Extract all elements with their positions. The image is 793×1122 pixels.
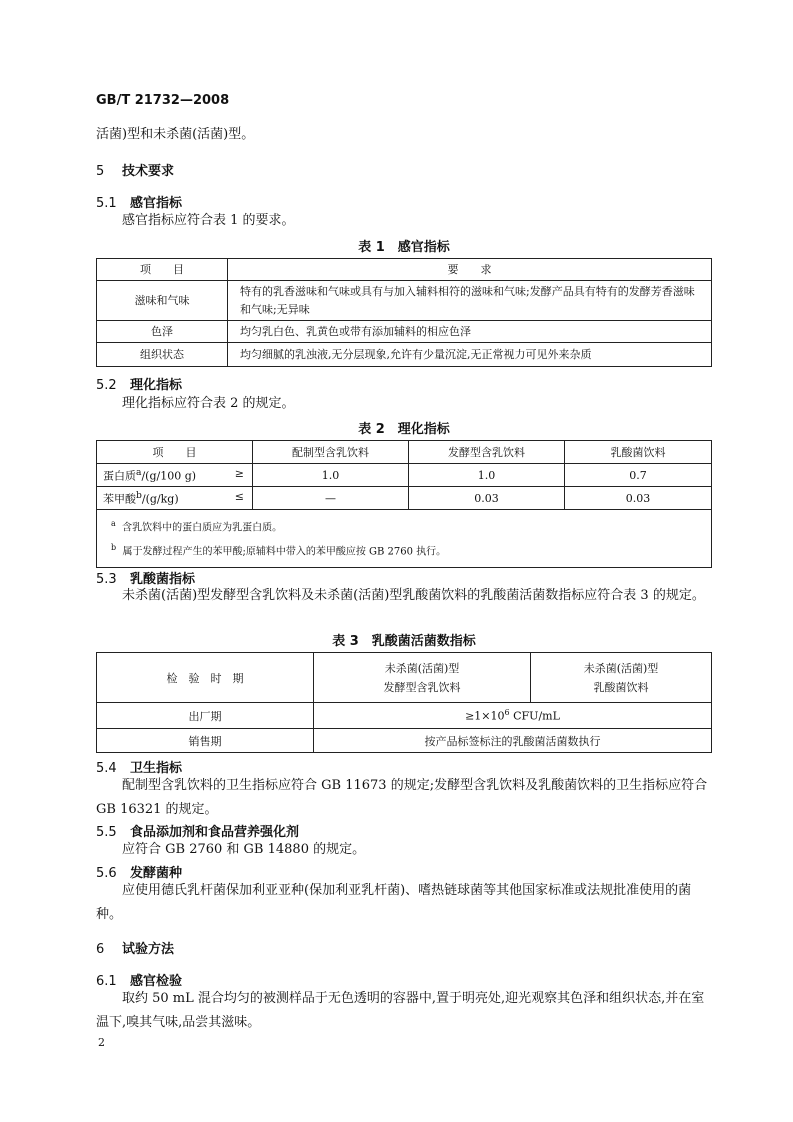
table-3 [96, 652, 712, 753]
section-title: 发酵菌种 [130, 866, 183, 881]
footnote [111, 538, 697, 562]
table-3-header-period: 检 验 时 期 [97, 653, 314, 703]
table-cell: 组织状态 [97, 343, 228, 367]
standard-number: GB/T 21732—2008 [96, 93, 230, 108]
header-line: 未杀菌(活菌)型 [384, 661, 460, 675]
table-cell: 1.0 [253, 464, 409, 487]
section-6-1-text: 取约 50 mL 混合均匀的被测样品于无色透明的容器中,置于明亮处,迎光观察其色泽和组织状态,并在室温下,嗅其气味,品尝其滋味。 [96, 991, 705, 1030]
table-row [97, 729, 712, 753]
table-row [97, 464, 712, 487]
section-number: 5.2 [96, 378, 117, 393]
section-title: 技术要求 [122, 164, 175, 179]
section-number: 5.4 [96, 761, 117, 776]
table-cell: 滋味和气味 [97, 281, 228, 321]
footnote-mark: a [111, 519, 116, 528]
table-1 [96, 258, 712, 367]
table-3-header-col1 [314, 653, 531, 703]
section-5-4-text: 配制型含乳饮料的卫生指标应符合 GB 11673 的规定;发酵型含乳饮料及乳酸菌饮料的卫生指标应符合 GB 16321 的规定。 [96, 778, 708, 817]
table-footnotes [97, 510, 712, 568]
comparison-symbol: ≤ [234, 489, 244, 503]
table-row [97, 281, 712, 321]
footnote-text: 属于发酵过程产生的苯甲酸;原辅料中带入的苯甲酸应按 GB 2760 执行。 [122, 546, 447, 558]
section-title: 食品添加剂和食品营养强化剂 [130, 825, 300, 840]
section-6-heading [96, 938, 174, 957]
table-cell: — [253, 487, 409, 510]
header-line: 未杀菌(活菌)型 [583, 661, 659, 675]
section-number: 5.1 [96, 196, 117, 211]
header-line: 发酵型含乳饮料 [383, 680, 461, 694]
table-3-header-col2 [531, 653, 712, 703]
table-cell [97, 487, 253, 510]
table-1-header-req: 要 求 [228, 259, 712, 281]
table-cell: 销售期 [97, 729, 314, 753]
section-5-2-text: 理化指标应符合表 2 的规定。 [122, 396, 295, 411]
section-5-5-text: 应符合 GB 2760 和 GB 14880 的规定。 [122, 842, 366, 857]
section-title: 乳酸菌指标 [130, 572, 196, 587]
footnote-cell [97, 510, 712, 568]
section-number: 6 [96, 942, 105, 957]
section-5-3-text: 未杀菌(活菌)型发酵型含乳饮料及未杀菌(活菌)型乳酸菌饮料的乳酸菌活菌数指标应符合表 3 的规定。 [122, 588, 705, 603]
header-line: 乳酸菌饮料 [593, 680, 649, 694]
section-title: 试验方法 [122, 942, 175, 957]
section-title: 感官检验 [130, 974, 183, 989]
section-number: 5.3 [96, 572, 117, 587]
table-2-caption: 表 2 理化指标 [358, 422, 450, 437]
item-unit: /(g/100 g) [141, 469, 197, 483]
page-number: 2 [98, 1036, 105, 1049]
table-cell: 特有的乳香滋味和气味或具有与加入辅料相符的滋味和气味;发酵产品具有特有的发酵芳香滋味和气味;无异味 [228, 281, 712, 321]
section-number: 5 [96, 164, 105, 179]
table-2-header-col3: 乳酸菌饮料 [565, 441, 712, 464]
intro-line: 活菌)型和未杀菌(活菌)型。 [96, 127, 255, 142]
item-name: 苯甲酸 [103, 492, 136, 506]
value-text: ≥1×10 [465, 709, 505, 723]
table-cell [97, 464, 253, 487]
section-5-1-text: 感官指标应符合表 1 的要求。 [122, 213, 295, 228]
section-title: 理化指标 [130, 378, 183, 393]
value-exponent: 6 [504, 708, 510, 718]
table-2 [96, 440, 712, 568]
comparison-symbol: ≥ [234, 466, 244, 480]
table-row [97, 321, 712, 343]
section-5-heading [96, 160, 174, 179]
table-cell: 0.03 [409, 487, 565, 510]
table-cell [314, 703, 712, 729]
item-unit: /(g/kg) [141, 492, 179, 506]
table-2-header-col1: 配制型含乳饮料 [253, 441, 409, 464]
table-row [97, 703, 712, 729]
section-number: 5.6 [96, 866, 117, 881]
section-5-6-text: 应使用德氏乳杆菌保加利亚亚种(保加利亚乳杆菌)、嗜热链球菌等其他国家标准或法规批准使用的菌种。 [96, 883, 692, 922]
footnote-mark: a [136, 466, 142, 478]
table-cell: 色泽 [97, 321, 228, 343]
table-2-header-col2: 发酵型含乳饮料 [409, 441, 565, 464]
table-row [97, 487, 712, 510]
table-1-caption: 表 1 感官指标 [358, 240, 450, 255]
table-cell: 均匀乳白色、乳黄色或带有添加辅料的相应色泽 [228, 321, 712, 343]
table-cell: 1.0 [409, 464, 565, 487]
section-5-2-heading [96, 374, 182, 393]
footnote-mark: b [136, 489, 142, 501]
footnote-mark: b [111, 543, 117, 553]
section-number: 5.5 [96, 825, 117, 840]
table-cell: 均匀细腻的乳浊液,无分层现象,允许有少量沉淀,无正常视力可见外来杂质 [228, 343, 712, 367]
table-cell: 出厂期 [97, 703, 314, 729]
section-title: 感官指标 [130, 196, 183, 211]
table-cell: 0.03 [565, 487, 712, 510]
footnote-text: 含乳饮料中的蛋白质应为乳蛋白质。 [122, 522, 283, 534]
footnote [111, 514, 697, 538]
table-1-header-item: 项 目 [97, 259, 228, 281]
item-name: 蛋白质 [103, 469, 136, 483]
table-2-header-item: 项 目 [97, 441, 253, 464]
section-number: 6.1 [96, 974, 117, 989]
table-3-caption: 表 3 乳酸菌活菌数指标 [332, 634, 476, 649]
section-title: 卫生指标 [130, 761, 183, 776]
table-cell: 按产品标签标注的乳酸菌活菌数执行 [314, 729, 712, 753]
table-cell: 0.7 [565, 464, 712, 487]
value-unit: CFU/mL [509, 709, 560, 723]
table-row [97, 343, 712, 367]
